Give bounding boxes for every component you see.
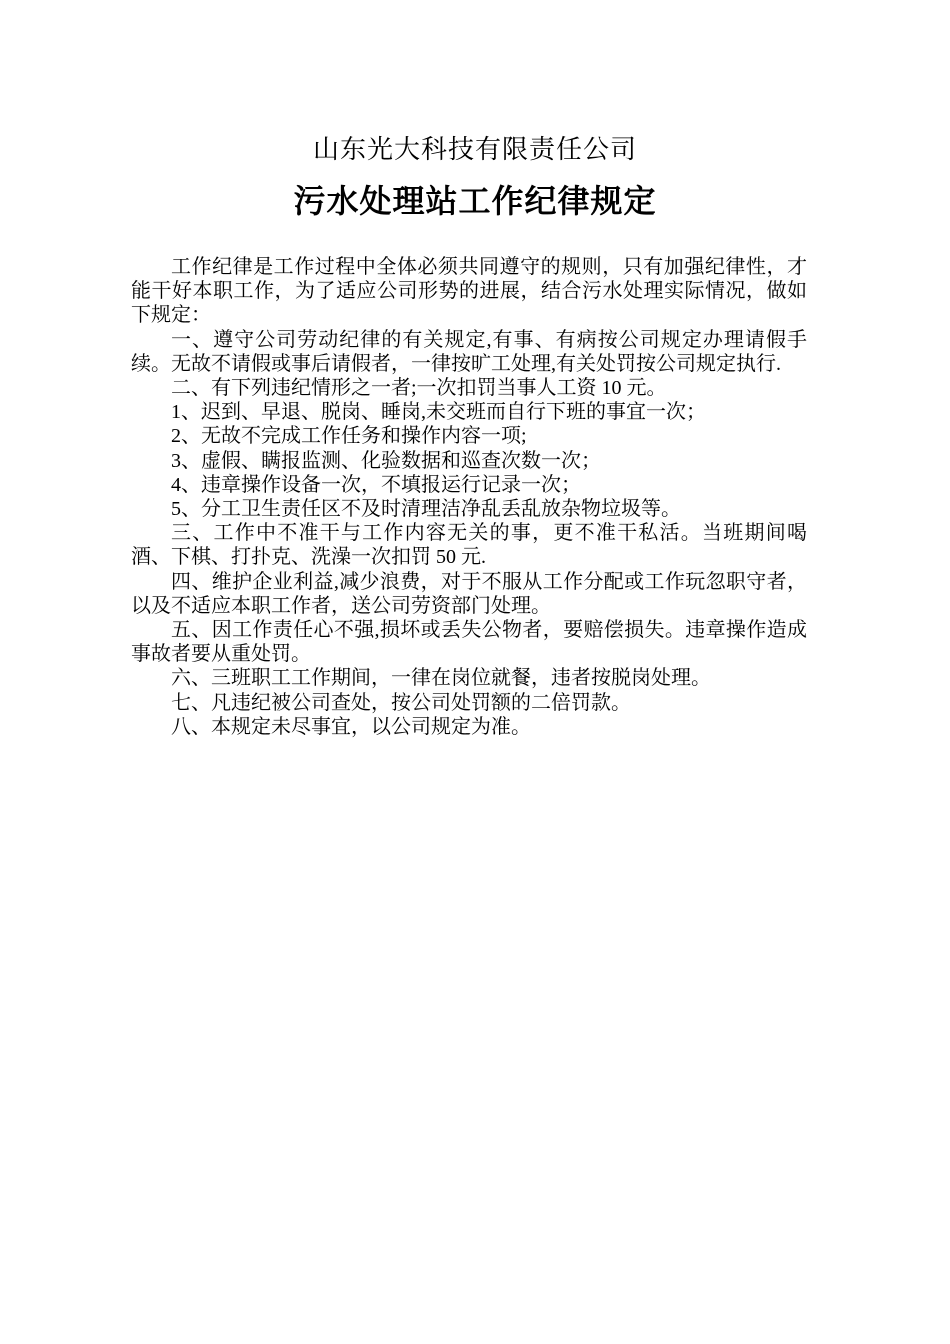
company-name: 山东光大科技有限责任公司	[312, 135, 637, 165]
paragraph-rule-6: 六、三班职工工作期间，一律在岗位就餐，违者按脱岗处理。	[171, 667, 711, 690]
paragraph-intro: 工作纪律是工作过程中全体必须共同遵守的规则，只有加强纪律性，才能干好本职工作，为了适应公司形势的进展，结合污水处理实际情况，做如下规定：	[131, 256, 807, 327]
paragraph-rule-8: 八、本规定未尽事宜，以公司规定为准。	[171, 715, 531, 738]
paragraph-rule-3: 三、工作中不准干与工作内容无关的事，更不准干私活。当班期间喝酒、下棋、打扑克、洗澡一次扣罚 50 元.	[131, 522, 807, 569]
paragraph-rule-2: 二、有下列违纪情形之一者;一次扣罚当事人工资 10 元。	[171, 377, 667, 400]
document-title: 污水处理站工作纪律规定	[293, 182, 657, 220]
document-body	[131, 255, 807, 739]
paragraph-rule-2-item-2: 2、无故不完成工作任务和操作内容一项;	[171, 425, 527, 448]
paragraph-rule-2-item-4: 4、违章操作设备一次，不填报运行记录一次；	[171, 473, 581, 496]
paragraph-rule-2-item-5: 5、分工卫生责任区不及时清理洁净乱丢乱放杂物垃圾等。	[171, 498, 681, 521]
paragraph-rule-1: 一、遵守公司劳动纪律的有关规定,有事、有病按公司规定办理请假手续。无故不请假或事后请假者，一律按旷工处理,有关处罚按公司规定执行.	[131, 328, 807, 375]
paragraph-rule-7: 七、凡违纪被公司查处，按公司处罚额的二倍罚款。	[171, 691, 631, 714]
paragraph-rule-2-item-3: 3、虚假、瞒报监测、化验数据和巡查次数一次；	[171, 449, 601, 472]
paragraph-rule-4: 四、维护企业利益,减少浪费，对于不服从工作分配或工作玩忽职守者，以及不适应本职工作者，送公司劳资部门处理。	[131, 570, 807, 617]
paragraph-rule-5: 五、因工作责任心不强,损坏或丢失公物者，要赔偿损失。违章操作造成事故者要从重处罚。	[131, 619, 807, 666]
paragraph-rule-2-item-1: 1、迟到、早退、脱岗、睡岗,未交班而自行下班的事宜一次；	[171, 401, 706, 424]
